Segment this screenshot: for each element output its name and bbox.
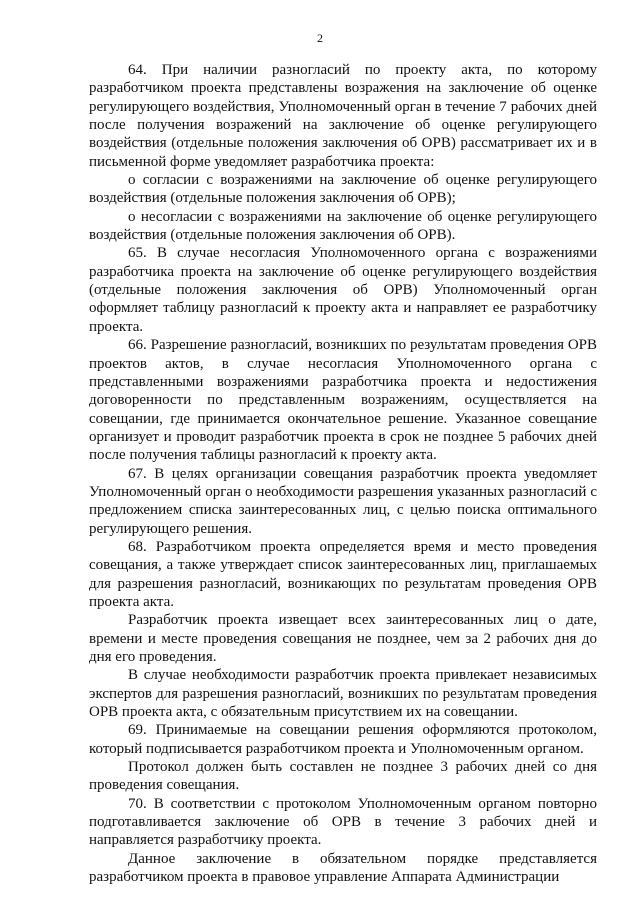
page-number: 2 — [317, 31, 323, 45]
document-body — [89, 61, 597, 886]
paragraph-69-protocol: Протокол должен быть составлен не позднее 3 рабочих дней со дня проведения совещания. — [89, 759, 597, 794]
paragraph-68-experts: В случае необходимости разработчик проекта привлекает независимых экспертов для разрешения разногласий, возникших по результатам проведения ОРВ проекта акта, с обязательным присутствием их на совещании. — [89, 667, 597, 721]
paragraph-68-notice: Разработчик проекта извещает всех заинтересованных лиц о дате, времени и месте проведения совещания не позднее, чем за 2 рабочих дня до дня его проведения. — [89, 612, 597, 665]
paragraph-66: 66. Разрешение разногласий, возникших по результатам проведения ОРВ проектов актов, в случае несогласия Уполномоченного органа с представленными возражениями разработчика проекта и недостижения договоренности по представленным возражениям, осуществляется на совещании, где принимается окончательное решение. Указанное совещание организует и проводит разработчик проекта в срок не позднее 5 рабочих дней после получения таблицы разногласий к проекту акта. — [89, 337, 597, 464]
paragraph-64: 64. При наличии разногласий по проекту акта, по которому разработчиком проекта представлены возражения на заключение об оценке регулирующего воздействия, Уполномоченный орган в течение 7 рабочих дней после получения возражений на заключение об оценке регулирующего воздействия (отдельные положения заключения об ОРВ) рассматривает их и в письменной форме уведомляет разработчика проекта: — [89, 62, 597, 170]
paragraph-64-option-disagree: о несогласии с возражениями на заключение об оценке регулирующего воздействия (отдельные положения заключения об ОРВ). — [89, 208, 597, 244]
paragraph-65: 65. В случае несогласия Уполномоченного органа с возражениями разработчика проекта на заключение об оценке регулирующего воздействия (отдельные положения заключения об ОРВ) Уполномоченный орган оформляет таблицу разногласий к проекту акта и направляет ее разработчику проекта. — [89, 245, 597, 335]
paragraph-64-option-agree: о согласии с возражениями на заключение об оценке регулирующего воздействия (отдельные положения заключения об ОРВ); — [89, 172, 597, 207]
paragraph-70-submission: Данное заключение в обязательном порядке представляется разработчиком проекта в правовое управление Аппарата Администрации — [89, 850, 597, 886]
paragraph-67: 67. В целях организации совещания разработчик проекта уведомляет Уполномоченный орган о необходимости разрешения указанных разногласий с предложением списка заинтересованных лиц, с целью поиска оптимального регулирующего решения. — [89, 465, 597, 537]
paragraph-68: 68. Разработчиком проекта определяется время и место проведения совещания, а также утверждает список заинтересованных лиц, приглашаемых для разрешения разногласий, возникающих по результатам проведения ОРВ проекта акта. — [89, 538, 597, 610]
paragraph-70: 70. В соответствии с протоколом Уполномоченным органом повторно подготавливается заключение об ОРВ в течение 3 рабочих дней и направляется разработчику проекта. — [89, 795, 597, 849]
paragraph-69: 69. Принимаемые на совещании решения оформляются протоколом, который подписывается разработчиком проекта и Уполномоченным органом. — [89, 722, 597, 757]
